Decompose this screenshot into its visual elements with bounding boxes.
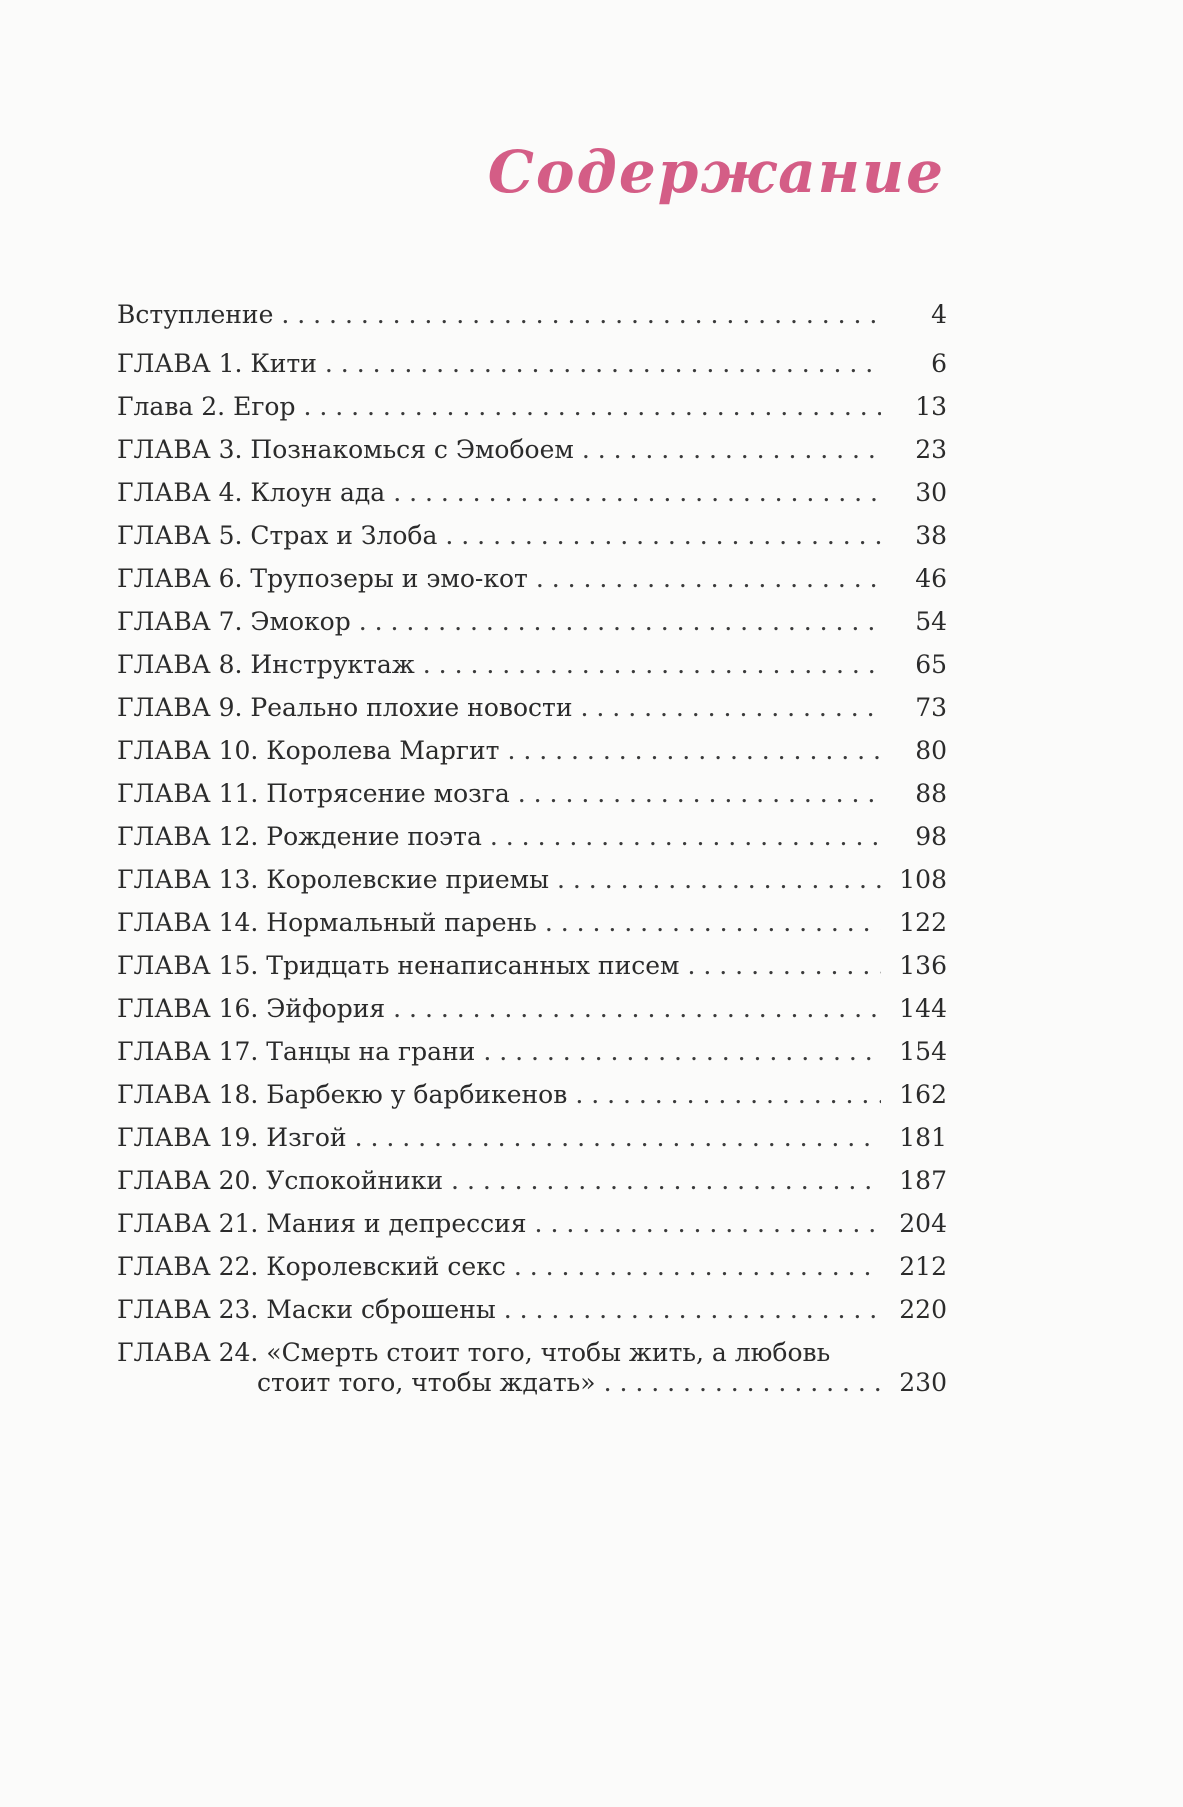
- toc-entry-label: ГЛАВА 14. Нормальный парень: [117, 908, 537, 937]
- dot-leader: [581, 693, 881, 723]
- toc-page-number: 187: [899, 1166, 947, 1195]
- dot-leader: [281, 300, 881, 330]
- toc-entry-label: ГЛАВА 21. Мания и депрессия: [117, 1209, 527, 1238]
- toc-entry-label: Вступление: [117, 300, 274, 329]
- toc-page-number: 13: [915, 392, 947, 421]
- toc-page-number: 162: [899, 1080, 947, 1109]
- toc-entry-label: ГЛАВА 23. Маски сброшены: [117, 1295, 496, 1324]
- toc-entry: [117, 736, 947, 766]
- toc-entry: [117, 693, 947, 723]
- toc-page-number: 204: [899, 1209, 947, 1238]
- dot-leader: [359, 607, 881, 637]
- toc-page-number: 220: [899, 1295, 947, 1324]
- toc-entry-label: ГЛАВА 7. Эмокор: [117, 607, 351, 636]
- toc-page-number: 144: [899, 994, 947, 1023]
- page-title: Содержание: [487, 138, 945, 206]
- dot-leader: [451, 1166, 881, 1196]
- dot-leader: [325, 349, 881, 379]
- toc-entry: [117, 349, 947, 379]
- toc-page-number: 122: [899, 908, 947, 937]
- toc-entry: [117, 650, 947, 680]
- toc-entry: [117, 435, 947, 465]
- dot-leader: [582, 435, 881, 465]
- dot-leader: [504, 1295, 881, 1325]
- toc-entry-label: ГЛАВА 4. Клоун ада: [117, 478, 386, 507]
- toc-entry-label: ГЛАВА 12. Рождение поэта: [117, 822, 482, 851]
- toc-entry-label: ГЛАВА 13. Королевские приемы: [117, 865, 550, 894]
- toc-page-number: 65: [915, 650, 947, 679]
- dot-leader: [514, 1252, 881, 1282]
- toc-entry: [117, 1295, 947, 1325]
- toc-page-number: 38: [915, 521, 947, 550]
- dot-leader: [518, 779, 881, 809]
- toc-entry: [117, 779, 947, 809]
- toc-entry-label: ГЛАВА 11. Потрясение мозга: [117, 779, 510, 808]
- toc-entry-label: ГЛАВА 15. Тридцать ненаписанных писем: [117, 951, 680, 980]
- toc-entry: [117, 607, 947, 637]
- toc-page-number: 54: [915, 607, 947, 636]
- toc-entry-label: ГЛАВА 10. Королева Маргит: [117, 736, 500, 765]
- toc-entry-label: ГЛАВА 22. Королевский секс: [117, 1252, 506, 1281]
- toc-entry-label: ГЛАВА 19. Изгой: [117, 1123, 347, 1152]
- toc-page-number: 154: [899, 1037, 947, 1066]
- toc-page-number: 108: [899, 865, 947, 894]
- toc-entry-label: ГЛАВА 5. Страх и Злоба: [117, 521, 438, 550]
- dot-leader: [483, 1037, 881, 1067]
- toc-entry-label-continued: стоит того, чтобы ждать»: [257, 1368, 596, 1397]
- toc-entry-label: ГЛАВА 3. Познакомься с Эмобоем: [117, 435, 574, 464]
- toc-entry: [117, 1123, 947, 1153]
- dot-leader: [445, 521, 881, 551]
- dot-leader: [393, 994, 881, 1024]
- toc-page-number: 23: [915, 435, 947, 464]
- toc-entry: [117, 1080, 947, 1110]
- dot-leader: [557, 865, 881, 895]
- toc-entry: [117, 1166, 947, 1196]
- toc-page-number: 80: [915, 736, 947, 765]
- dot-leader: [355, 1123, 881, 1153]
- dot-leader: [423, 650, 881, 680]
- toc-entry-multiline-second: [257, 1368, 947, 1398]
- dot-leader: [490, 822, 881, 852]
- toc-entry: [117, 994, 947, 1024]
- toc-entry-label: ГЛАВА 17. Танцы на грани: [117, 1037, 476, 1066]
- dot-leader: [688, 951, 882, 981]
- toc-page-number: 98: [915, 822, 947, 851]
- dot-leader: [507, 736, 881, 766]
- toc-entry: [117, 908, 947, 938]
- toc-entry: [117, 478, 947, 508]
- toc-page-number: 30: [915, 478, 947, 507]
- toc-page-number: 73: [915, 693, 947, 722]
- toc-entry-label: ГЛАВА 6. Трупозеры и эмо-кот: [117, 564, 528, 593]
- toc-entry-multiline-first: [117, 1338, 947, 1368]
- toc-entry: [117, 1037, 947, 1067]
- dot-leader: [575, 1080, 881, 1110]
- dot-leader: [536, 564, 881, 594]
- toc-entry: [117, 822, 947, 852]
- toc-page-number: 181: [899, 1123, 947, 1152]
- toc-entry-label: ГЛАВА 24. «Смерть стоит того, чтобы жить, а любовь: [117, 1338, 831, 1367]
- toc-page-number: 4: [931, 300, 947, 329]
- toc-entry-label: ГЛАВА 1. Кити: [117, 349, 317, 378]
- toc-entry-label: ГЛАВА 16. Эйфория: [117, 994, 386, 1023]
- toc-entry: [117, 951, 947, 981]
- toc-entry-label: ГЛАВА 9. Реально плохие новости: [117, 693, 573, 722]
- toc-entry: [117, 564, 947, 594]
- toc-entry: [117, 300, 947, 330]
- toc-page-number: 212: [899, 1252, 947, 1281]
- dot-leader: [604, 1368, 881, 1398]
- toc-entry-label: ГЛАВА 18. Барбекю у барбикенов: [117, 1080, 568, 1109]
- toc-entry: [117, 1252, 947, 1282]
- toc-entry-label: Глава 2. Егор: [117, 392, 296, 421]
- toc-entry: [117, 865, 947, 895]
- toc-entry: [117, 392, 947, 422]
- toc-page-number: 6: [931, 349, 947, 378]
- toc-entry-label: ГЛАВА 20. Успокойники: [117, 1166, 444, 1195]
- dot-leader: [535, 1209, 881, 1239]
- dot-leader: [393, 478, 881, 508]
- toc-page-number: 230: [899, 1368, 947, 1397]
- dot-leader: [303, 392, 881, 422]
- toc-entry: [117, 1209, 947, 1239]
- toc-page-number: 88: [915, 779, 947, 808]
- toc-page-number: 46: [915, 564, 947, 593]
- dot-leader: [545, 908, 881, 938]
- toc-entry-label: ГЛАВА 8. Инструктаж: [117, 650, 415, 679]
- toc-page-number: 136: [899, 951, 947, 980]
- toc-entry: [117, 521, 947, 551]
